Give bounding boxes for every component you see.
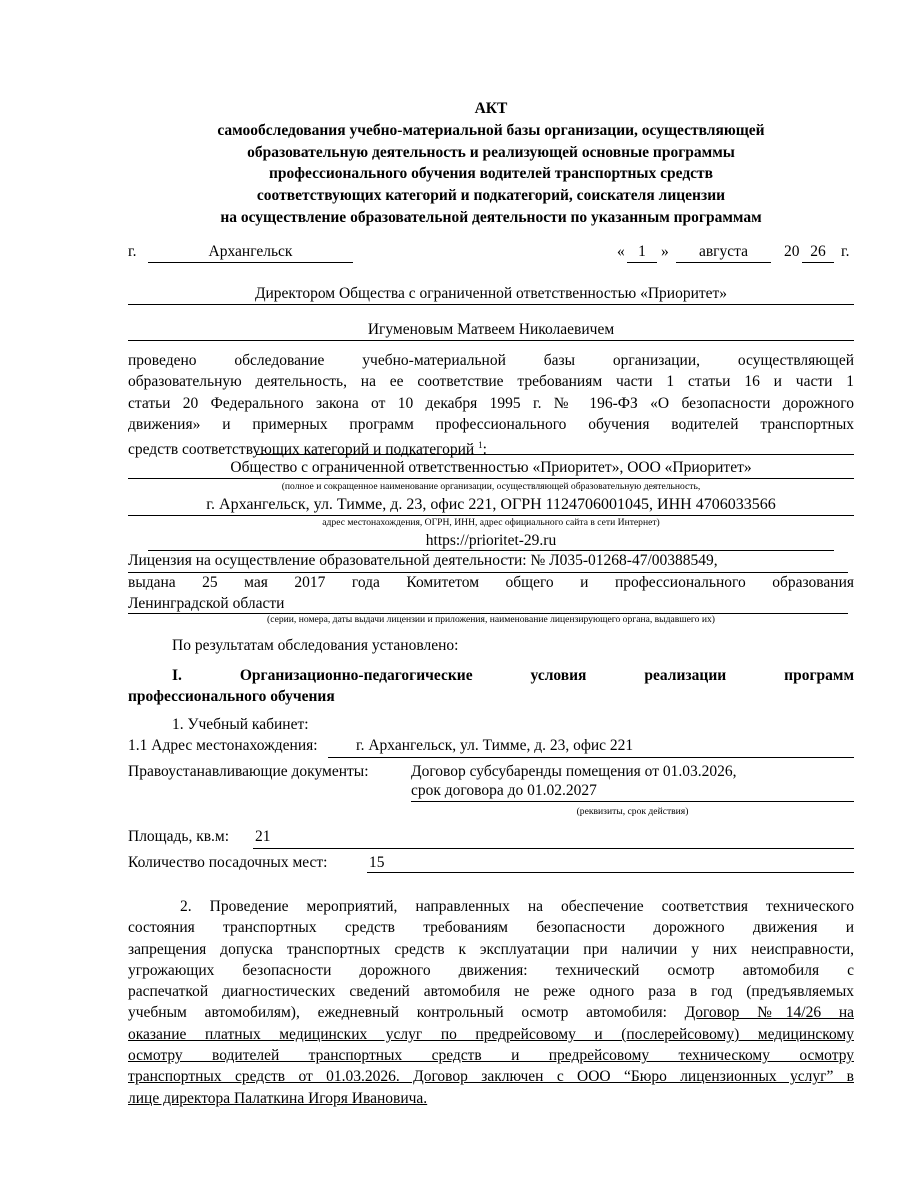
cabinet-address-underline [328,757,854,758]
intro-colon: : [482,441,487,459]
section2-line-10: лице директора Палаткина Игоря Ивановича. [128,1089,428,1107]
cabinet-area-underline [253,848,854,849]
license-line-3: Ленинградской области [128,595,285,612]
section2-line-4: угрожающих безопасности дорожного движения: технический осмотр автомобиля с [128,961,854,979]
org-address: г. Архангельск, ул. Тимме, д. 23, офис 221, ОГРН 1124706001045, ИНН 4706033566 [206,496,776,513]
cabinet-docs-value-2: срок договора до 01.02.2027 [411,782,597,799]
place-city: Архангельск [208,243,293,260]
footnote-mark: 1 [478,440,483,451]
date-year-underline [802,262,834,263]
intro-line-5 [128,435,854,460]
section1-line-2: профессионального обучения [128,688,335,705]
contract-link-start: Договор №14/26 на [684,1004,854,1022]
license-line-2: выдана 25 мая 2017 года Комитетом общего и профессионального образования [128,574,854,591]
date-year-suffix: 26 [810,243,826,260]
title-line-2: самообследования учебно-материальной базы организации, осуществляющей [217,121,765,139]
section1-line-1: I. Организационно-педагогические условия реализации программ [172,667,854,684]
place-underline [148,262,353,263]
cabinet-heading: 1. Учебный кабинет: [172,716,309,733]
director-underline [128,304,854,305]
date-open-quote: « [617,243,625,260]
section2-line-2: состояния транспортных средств требованиям безопасности дорожного движения и [128,919,854,937]
title-line-5: соответствующих категорий и подкатегорий, соискателя лицензии [256,187,726,205]
intro-line-1: проведено обследование учебно-материальной базы организации, осуществляющей [128,352,854,369]
cabinet-seats-value: 15 [369,854,385,871]
title-line-6: на осуществление образовательной деятельности по указанным программам [220,208,762,226]
cabinet-area-value: 21 [255,828,271,845]
cabinet-address-value: г. Архангельск, ул. Тимме, д. 23, офис 221 [356,737,634,754]
org-name-underline [128,478,854,479]
cabinet-seats-underline [367,872,854,873]
section2-line-8: осмотру водителей транспортных средств и предрейсовому техническому осмотру [128,1047,854,1065]
date-day: 1 [638,243,646,260]
date-suffix: г. [841,243,850,260]
intro-line-3: статьи 20 Федерального закона от 10 декабря 1995 г. № 196-ФЗ «О безопасности дорожного [128,394,854,412]
title-line-3: образовательную деятельность и реализующей основные программы [247,143,735,161]
date-month-underline [676,262,771,263]
date-year-prefix: 20 [784,243,800,260]
cabinet-docs-label: Правоустанавливающие документы: [128,763,369,780]
license-line-1-underline [128,572,848,573]
cabinet-docs-value-1: Договор субсубаренды помещения от 01.03.2026, [411,763,737,780]
section2-line-3: запрещения допуска транспортных средств к эксплуатации при наличии у них неисправности, [128,940,854,958]
section2-line-6 [128,1002,854,1023]
intro-line-2: образовательную деятельность, на ее соответствие требованиям части 1 статьи 16 и части 1 [128,373,854,391]
license-line-1: Лицензия на осуществление образовательной деятельности: № Л035-01268-47/00388549, [128,552,718,569]
director-name: Игуменовым Матвеем Николаевичем [367,321,615,338]
date-close-quote: » [661,243,669,260]
results-intro: По результатам обследования установлено: [172,637,459,654]
cabinet-address-label: 1.1 Адрес местонахождения: [128,737,318,754]
title-line-4: профессионального обучения водителей транспортных средств [268,165,714,183]
org-site-underline [148,550,834,551]
section2-paragraph [128,896,854,1109]
director-name-underline [128,340,854,341]
section2-line-9: транспортных средств от 01.03.2026. Договор заключен с ООО “Бюро лицензионных услуг” в [128,1068,854,1086]
org-name-caption: (полное и сокращенное наименование организации, осуществляющей образовательную деятельность, [281,481,701,492]
date-month: августа [698,243,749,260]
title-akt: АКТ [474,100,508,117]
cabinet-area-label: Площадь, кв.м: [128,828,230,845]
org-address-caption: адрес местонахождения, ОГРН, ИНН, адрес официального сайта в сети Интернет) [322,517,660,528]
section2-line-6-text: учебным автомобилям), ежедневный контрольный осмотр автомобиля: [128,1004,667,1022]
intro-line-4: движения» и примерных программ профессионального обучения водителей транспортных [128,415,854,433]
director-line: Директором Общества с ограниченной ответственностью «Приоритет» [254,285,728,302]
section2-line-1: 2. Проведение мероприятий, направленных на обеспечение соответствия технического [180,898,854,915]
date-day-underline [627,262,657,263]
org-address-underline [128,515,854,516]
document-title [128,98,854,229]
cabinet-docs-underline [411,801,854,802]
cabinet-docs-caption: (реквизиты, срок действия) [576,806,689,817]
intro-paragraph [128,350,854,461]
org-site[interactable]: https://prioritet-29.ru [425,532,557,549]
intro-underline [256,454,854,455]
cabinet-seats-label: Количество посадочных мест: [128,854,328,871]
intro-line-5-text: средств соответствующих категорий и подкатегорий [128,441,475,459]
license-caption: (серии, номера, даты выдачи лицензии и приложения, наименование лицензирующего органа, выдавшего их) [267,614,715,625]
place-prefix: г. [128,243,137,260]
section2-line-5: распечаткой диагностических сведений автомобиля не реже одного раза в год (предъявляемых [128,983,854,1001]
org-name: Общество с ограниченной ответственностью «Приоритет», ООО «Приоритет» [230,459,752,476]
section2-line-7: оказание платных медицинских услуг по предрейсовому и (послерейсовому) медицинскому [128,1025,854,1043]
